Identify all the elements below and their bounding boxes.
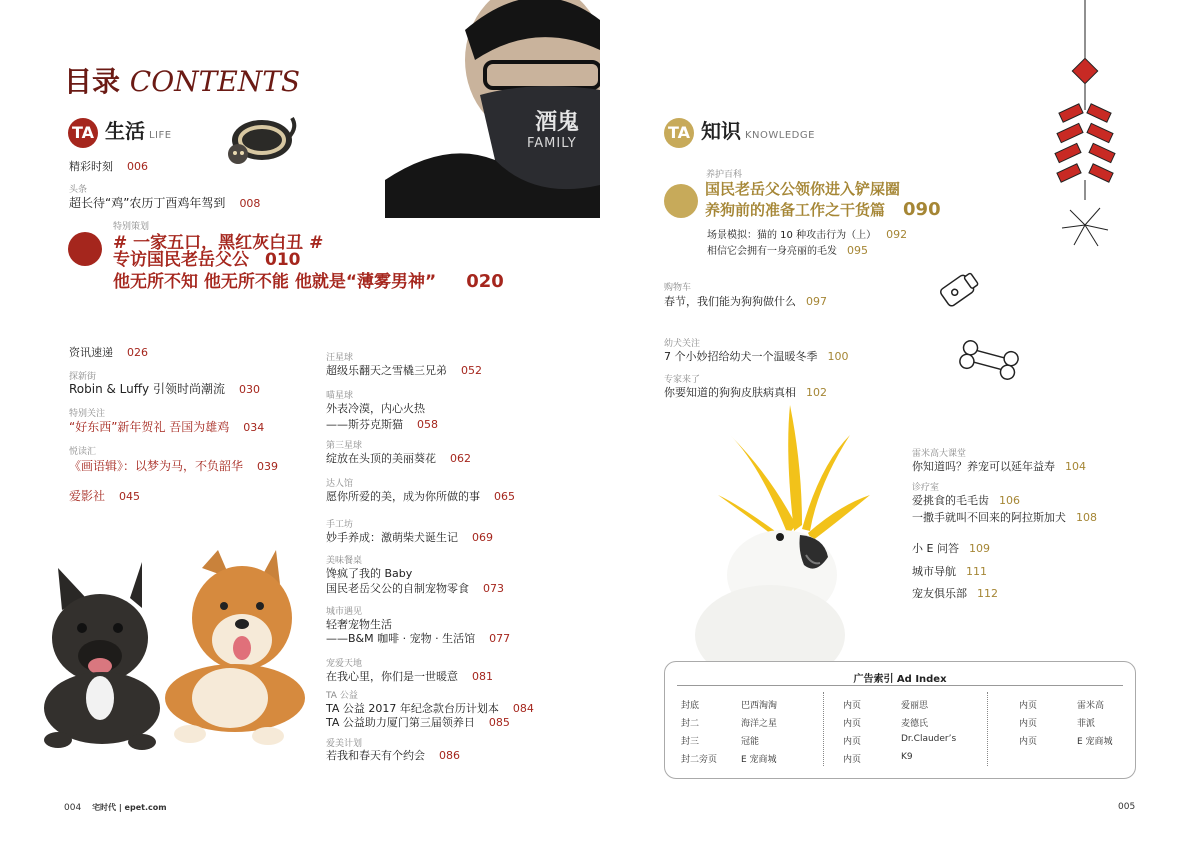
- toc-category: TA 公益: [326, 691, 358, 701]
- toc-item[interactable]: 精彩时刻 006: [69, 160, 148, 173]
- page-number: 069: [472, 531, 493, 544]
- toc-item[interactable]: 爱影社 045: [69, 489, 141, 503]
- toc-category: 喵星球: [326, 391, 354, 401]
- footer-left: [64, 802, 167, 813]
- toc-item[interactable]: 轻奢宠物生活: [326, 618, 392, 631]
- ad-index-title: 广告索引 Ad Index: [853, 674, 947, 685]
- page-number: 090: [903, 199, 941, 220]
- feature-line2[interactable]: 养狗前的准备工作之干货篇 090: [705, 199, 941, 220]
- toc-item[interactable]: ——B&M 咖啡 · 宠物 · 生活馆 077: [326, 632, 511, 645]
- knowledge-title: 知识: [700, 119, 741, 143]
- toc-item[interactable]: 愿你所爱的美，成为你所做的事 065: [326, 490, 515, 503]
- ad-column-divider: [987, 692, 988, 766]
- toc-category: 爱美计划: [326, 739, 363, 749]
- page-number: 111: [966, 565, 987, 578]
- toc-item[interactable]: 外表冷漠，内心火热: [326, 402, 425, 415]
- knowledge-badge: TA: [664, 118, 694, 148]
- page-number: 084: [512, 702, 534, 715]
- feature-line3[interactable]: 他无所不知 他无所不能 他就是“薄雾男神” 020: [113, 271, 504, 292]
- ad-advertiser[interactable]: 爱丽思: [901, 701, 929, 711]
- page-number: 034: [243, 421, 265, 434]
- right-page-number: 005: [1118, 802, 1136, 812]
- feature-dot-icon: [68, 232, 102, 266]
- title-cn: 目录: [64, 65, 121, 98]
- toc-item[interactable]: Robin & Luffy 引领时尚潮流 030: [69, 382, 260, 396]
- life-badge: TA: [68, 118, 98, 148]
- page-number: 062: [450, 452, 471, 465]
- ad-advertiser[interactable]: K9: [901, 752, 913, 762]
- toc-item[interactable]: 一撒手就叫不回来的阿拉斯加犬 108: [912, 511, 1097, 524]
- page-number: 010: [265, 250, 301, 270]
- toc-category: 购物车: [664, 283, 692, 293]
- toc-category: 城市遇见: [326, 607, 363, 617]
- ad-index-box: [664, 661, 1136, 779]
- toc-item[interactable]: 绽放在头顶的美丽葵花 062: [326, 452, 471, 465]
- page-number: 097: [806, 295, 827, 308]
- bone-icon: [956, 340, 1022, 380]
- toc-item[interactable]: TA 公益助力厦门第三届领养日 085: [326, 716, 510, 729]
- ad-advertiser[interactable]: 菲派: [1077, 719, 1096, 729]
- toc-item[interactable]: 城市导航 111: [912, 565, 987, 578]
- ad-position: 内页: [1019, 701, 1038, 711]
- ad-position: 内页: [1019, 737, 1038, 747]
- ad-index-divider: [677, 685, 1123, 686]
- ad-position: 内页: [843, 755, 862, 765]
- page-number: 008: [239, 197, 261, 210]
- ad-advertiser[interactable]: 巴西淘淘: [741, 701, 778, 711]
- toc-category: 专家来了: [664, 375, 701, 385]
- knowledge-section-header: [664, 115, 815, 148]
- ad-position: 内页: [843, 701, 862, 711]
- page-title: [64, 60, 300, 100]
- toc-item[interactable]: ——斯芬克斯猫 058: [326, 418, 438, 431]
- page-number: 102: [806, 386, 827, 399]
- knowledge-subtitle: KNOWLEDGE: [744, 130, 815, 141]
- cat-illustration-icon: [218, 108, 298, 168]
- ad-position: 封底: [681, 701, 700, 711]
- left-page-number: 004: [64, 803, 82, 813]
- toc-item[interactable]: 《画语辑》：以梦为马，不负韶华 039: [69, 459, 279, 473]
- feature-line1[interactable]: 国民老岳父公领你进入铲屎圈: [705, 180, 901, 198]
- ad-position: 内页: [1019, 719, 1038, 729]
- ad-advertiser[interactable]: Dr.Clauder’s: [901, 734, 957, 744]
- feature-category: 特别策划: [113, 222, 150, 232]
- toc-item[interactable]: 春节，我们能为狗狗做什么 097: [664, 295, 827, 308]
- toc-item[interactable]: 妙手养成：激萌柴犬诞生记 069: [326, 531, 493, 544]
- ad-position: 内页: [843, 737, 862, 747]
- ad-advertiser[interactable]: 冠能: [741, 737, 760, 747]
- feature-category: 养护百科: [706, 170, 743, 180]
- toc-category: 宠爱天地: [326, 659, 363, 669]
- page-number: 109: [968, 542, 990, 555]
- page-number: 030: [238, 383, 260, 396]
- ad-position: 封二: [681, 719, 700, 729]
- page-number: 065: [494, 490, 515, 503]
- page-number: 095: [847, 244, 868, 257]
- toc-category: 雷米高大课堂: [912, 449, 967, 459]
- masked-man-photo: [385, 0, 600, 218]
- firecracker-decoration-icon: [1040, 0, 1130, 260]
- toc-category: 头条: [69, 185, 88, 195]
- ad-advertiser[interactable]: 麦德氏: [901, 719, 929, 729]
- page-number: 092: [886, 228, 908, 241]
- toc-category: 美味餐桌: [326, 556, 363, 566]
- life-title: 生活: [104, 119, 145, 143]
- page-number: 052: [461, 364, 482, 377]
- toc-item[interactable]: 馋疯了我的 Baby: [326, 567, 413, 580]
- ad-advertiser[interactable]: E 宠商城: [741, 755, 777, 765]
- page-number: 085: [488, 716, 510, 729]
- toc-category: 达人馆: [326, 479, 354, 489]
- ad-position: 封三: [681, 737, 700, 747]
- toc-item[interactable]: 小 E 问答 109: [912, 542, 990, 555]
- mask-text-en: FAMILY: [527, 136, 577, 151]
- toc-category: 探新街: [69, 372, 97, 382]
- page-number: 026: [127, 346, 148, 359]
- title-latin: CONTENTS: [129, 65, 301, 98]
- toc-item[interactable]: 你知道吗？养宠可以延年益寿 104: [912, 460, 1086, 473]
- toc-item[interactable]: 若我和春天有个约会 086: [326, 749, 460, 762]
- toc-item[interactable]: TA 公益 2017 年纪念款台历计划本 084: [326, 702, 534, 715]
- feature-line2[interactable]: 专访国民老岳父公 010: [113, 250, 301, 270]
- mask-text-cn: 酒鬼: [535, 110, 580, 135]
- toc-item[interactable]: 在我心里，你们是一世暖意 081: [326, 670, 493, 683]
- page-number: 112: [977, 587, 998, 600]
- page-number: 058: [417, 418, 438, 431]
- brand-logo: 宅时代 | epet.com: [92, 803, 167, 812]
- page-number: 086: [439, 749, 460, 762]
- dogs-photo: [30, 548, 310, 753]
- ad-advertiser[interactable]: 雷米高: [1077, 701, 1105, 711]
- page-number: 081: [472, 670, 493, 683]
- page-number: 108: [1076, 511, 1097, 524]
- toc-category: 悦读汇: [69, 447, 97, 457]
- pill-bottle-icon: [934, 268, 982, 312]
- life-section-header: [68, 115, 172, 148]
- ad-position: 内页: [843, 719, 862, 729]
- toc-item[interactable]: 国民老岳父公的自制宠物零食 073: [326, 582, 504, 595]
- toc-category: 手工坊: [326, 520, 354, 530]
- feature-dot-icon: [664, 184, 698, 218]
- ad-position: 封二旁页: [681, 755, 718, 765]
- toc-item[interactable]: 资讯速递 026: [69, 346, 148, 359]
- ad-advertiser[interactable]: 海洋之星: [741, 719, 778, 729]
- ad-column-divider: [823, 692, 824, 766]
- page-number: 073: [483, 582, 504, 595]
- page-number: 020: [466, 271, 504, 292]
- feature-line1[interactable]: # 一家五口，黑红灰白丑 #: [113, 233, 324, 253]
- toc-item[interactable]: 宠友俱乐部 112: [912, 587, 998, 600]
- toc-item[interactable]: 超长待“鸡”农历丁酉鸡年驾到 008: [69, 196, 261, 210]
- toc-item[interactable]: “好东西”新年贺礼 吾国为雄鸡 034: [69, 420, 265, 434]
- cockatoo-photo: [690, 405, 885, 667]
- toc-item[interactable]: 超级乐翻天之雪橇三兄弟 052: [326, 364, 482, 377]
- page-number: 077: [489, 632, 511, 645]
- page-number: 039: [257, 460, 279, 473]
- ad-advertiser[interactable]: E 宠商城: [1077, 737, 1113, 747]
- toc-category: 幼犬关注: [664, 339, 701, 349]
- toc-item[interactable]: 你要知道的狗狗皮肤病真相 102: [664, 386, 827, 399]
- toc-category: 特别关注: [69, 409, 106, 419]
- toc-category: 汪星球: [326, 353, 354, 363]
- toc-item[interactable]: 相信它会拥有一身亮丽的毛发 095: [707, 244, 868, 257]
- page-number: 106: [999, 494, 1020, 507]
- life-subtitle: LIFE: [148, 130, 172, 141]
- page-number: 045: [119, 490, 141, 503]
- toc-item[interactable]: 场景模拟：猫的 10 种攻击行为（上） 092: [707, 228, 908, 241]
- toc-category: 第三星球: [326, 441, 363, 451]
- page-number: 100: [827, 350, 849, 363]
- toc-item[interactable]: 7 个小妙招给幼犬一个温暖冬季 100: [664, 350, 849, 363]
- page-number: 006: [127, 160, 148, 173]
- page-number: 104: [1065, 460, 1086, 473]
- toc-category: 诊疗室: [912, 483, 940, 493]
- toc-item[interactable]: 爱挑食的毛毛齿 106: [912, 494, 1020, 507]
